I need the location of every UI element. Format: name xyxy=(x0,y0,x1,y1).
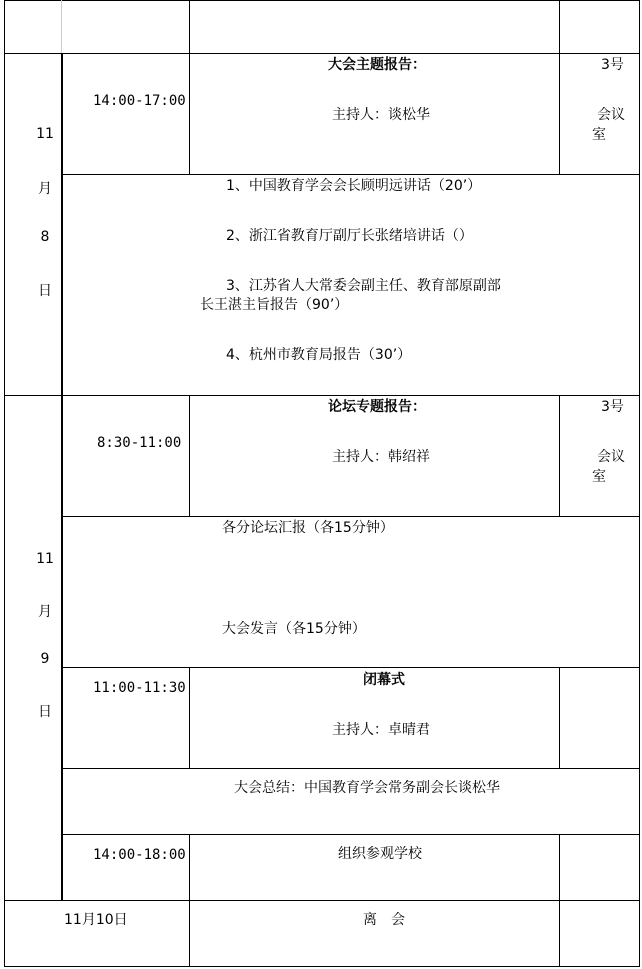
row-divider xyxy=(62,667,640,668)
date-text: 日 xyxy=(38,283,52,299)
session-title: 论坛专题报告： xyxy=(328,399,426,415)
agenda-item: 长王湛主旨报告（90’） xyxy=(200,297,349,313)
agenda-item: 离 会 xyxy=(363,912,405,928)
room-label: 室 xyxy=(592,127,606,143)
date-text: 月 xyxy=(38,604,52,620)
agenda-item: 4、杭州市教育局报告（30’） xyxy=(226,347,412,363)
agenda-item: 各分论坛汇报（各15分钟） xyxy=(222,520,394,536)
row-divider xyxy=(62,834,640,835)
date-text: 9 xyxy=(40,651,50,667)
row-divider xyxy=(62,174,640,175)
room-number: 3号 xyxy=(601,399,624,415)
table-border-left xyxy=(4,0,5,967)
col-divider xyxy=(189,667,190,769)
session-time: 11:00-11:30 xyxy=(93,680,186,696)
agenda-item: 大会总结：中国教育学会常务副会长谈松华 xyxy=(234,780,500,796)
row-divider xyxy=(62,768,640,769)
session-host: 主持人：卓晴君 xyxy=(332,722,430,738)
date-text: 11 xyxy=(36,551,54,567)
row-divider xyxy=(62,516,640,517)
col-divider xyxy=(559,834,560,967)
table-border-bottom xyxy=(4,966,640,967)
col-divider xyxy=(189,0,190,174)
session-title: 大会主题报告： xyxy=(328,57,426,73)
date-text: 8 xyxy=(40,229,50,245)
day3-date: 11月10日 xyxy=(64,912,128,928)
session-time: 14:00-18:00 xyxy=(93,847,186,863)
col-divider xyxy=(559,667,560,769)
agenda-item: 3、江苏省人大常委会副主任、教育部原副部 xyxy=(226,278,501,294)
col-divider xyxy=(61,0,62,53)
session-host: 主持人：韩绍祥 xyxy=(332,449,430,465)
date-text: 月 xyxy=(38,181,52,197)
table-border-right xyxy=(639,0,640,967)
row-divider xyxy=(4,53,640,54)
room-label: 会议 xyxy=(597,107,625,123)
col-divider xyxy=(61,53,63,901)
date-text: 11 xyxy=(36,126,54,142)
col-divider xyxy=(559,0,560,174)
room-number: 3号 xyxy=(601,57,624,73)
session-time: 14:00-17:00 xyxy=(93,93,186,109)
col-divider xyxy=(189,834,190,967)
room-label: 会议 xyxy=(597,449,625,465)
row-divider xyxy=(4,900,640,901)
room-label: 室 xyxy=(592,469,606,485)
agenda-item: 大会发言（各15分钟） xyxy=(222,621,366,637)
session-title: 闭幕式 xyxy=(363,672,405,688)
agenda-item: 组织参观学校 xyxy=(338,846,422,862)
row-divider xyxy=(4,395,640,396)
col-divider xyxy=(189,395,190,517)
session-time: 8:30-11:00 xyxy=(97,435,182,451)
table-border-top xyxy=(4,0,640,1)
agenda-item: 1、中国教育学会会长顾明远讲话（20’） xyxy=(226,178,482,194)
session-host: 主持人：谈松华 xyxy=(332,107,430,123)
agenda-item: 2、浙江省教育厅副厅长张绪培讲话（） xyxy=(226,228,473,244)
date-text: 日 xyxy=(38,704,52,720)
col-divider xyxy=(559,395,560,517)
